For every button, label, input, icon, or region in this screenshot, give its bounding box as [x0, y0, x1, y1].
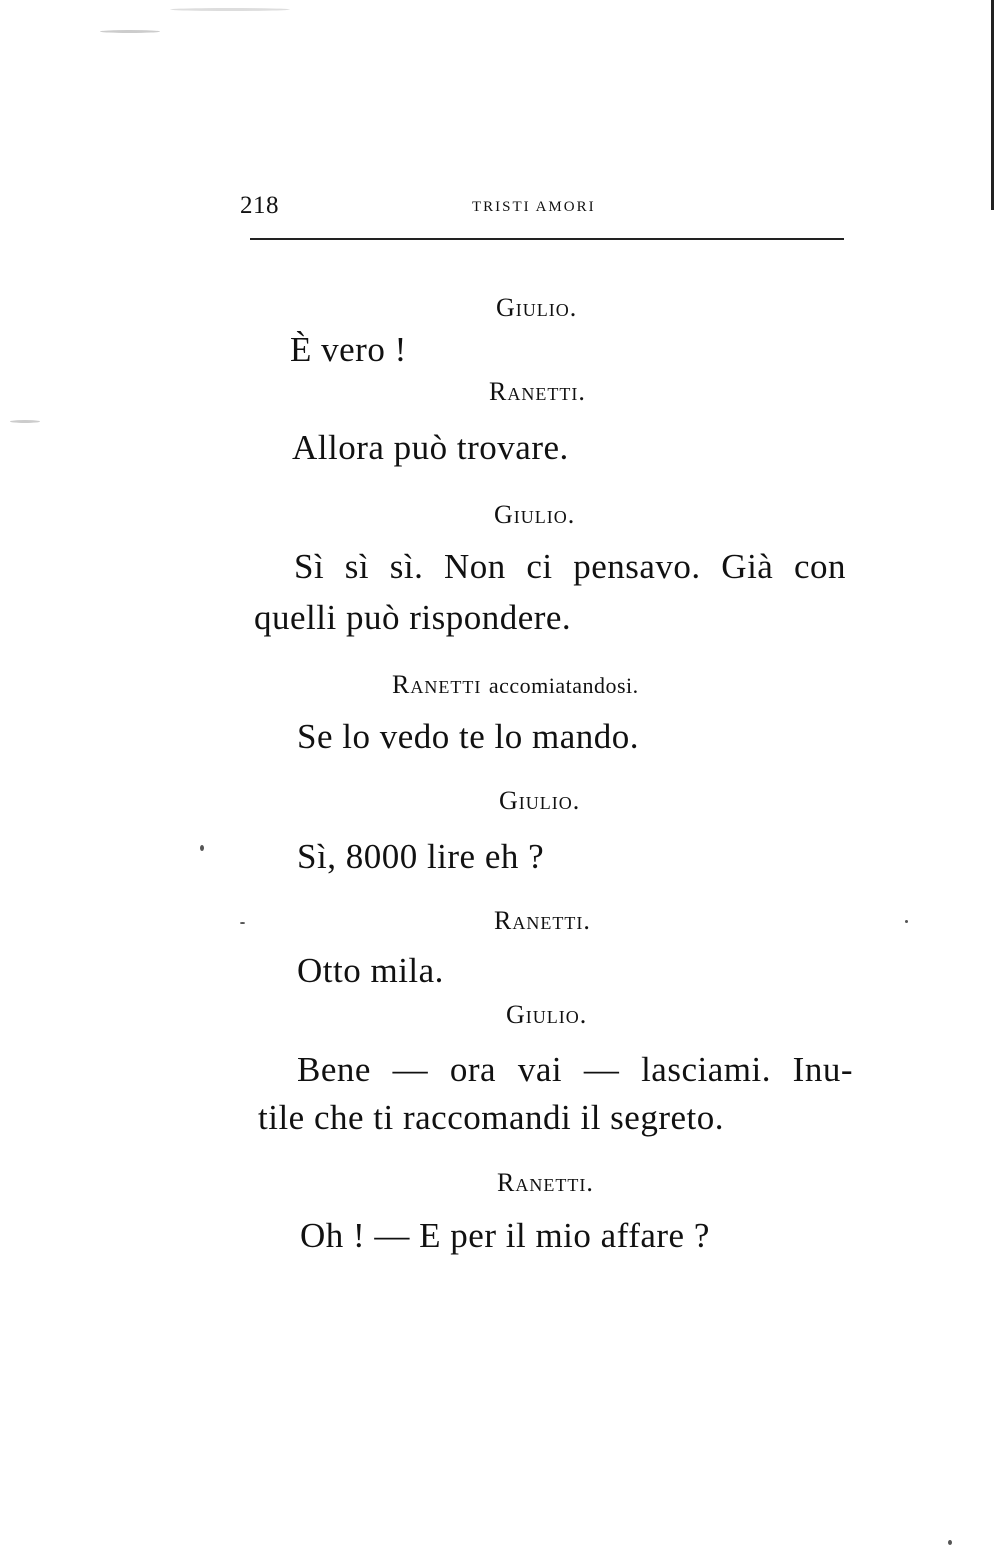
speaker-name: Giulio. — [506, 1000, 588, 1029]
scan-edge-shadow — [991, 0, 994, 210]
speaker-name: Ranetti. — [494, 906, 591, 935]
dialogue-line: Sì sì sì. Non ci pensavo. Già con — [294, 547, 846, 586]
running-title: TRISTI AMORI — [472, 199, 596, 215]
scan-speck — [170, 8, 290, 11]
scan-speck — [100, 30, 160, 33]
speaker-name: Giulio. — [496, 293, 578, 322]
stage-direction: accomiatandosi. — [488, 673, 639, 698]
dialogue-line: Sì, 8000 lire eh ? — [297, 837, 545, 876]
dialogue-line: Oh ! — E per il mio affare ? — [300, 1216, 710, 1255]
dialogue-line: Allora può trovare. — [292, 428, 569, 467]
scan-speck — [905, 920, 908, 923]
dialogue-line: quelli può rispondere. — [254, 598, 572, 637]
dialogue-line: Se lo vedo te lo mando. — [297, 717, 640, 756]
header-rule — [250, 238, 844, 240]
scan-speck — [948, 1540, 952, 1545]
speaker-name: Ranetti. — [497, 1168, 594, 1197]
speaker-name: Giulio. — [499, 786, 581, 815]
running-head — [240, 192, 845, 222]
speaker-name: Ranetti — [392, 670, 482, 699]
speaker-name: Ranetti. — [489, 377, 586, 406]
dialogue-line: tile che ti raccomandi il segreto. — [258, 1098, 724, 1137]
dialogue-line: È vero ! — [290, 330, 407, 369]
scan-speck — [240, 922, 245, 924]
page-number: 218 — [240, 192, 279, 219]
speaker-with-direction — [392, 670, 639, 700]
dialogue-line: Bene — ora vai — lasciami. Inu- — [297, 1050, 853, 1089]
scan-speck — [10, 420, 40, 423]
speaker-name: Giulio. — [494, 500, 576, 529]
dialogue-line: Otto mila. — [297, 951, 444, 990]
scan-speck — [200, 845, 204, 851]
